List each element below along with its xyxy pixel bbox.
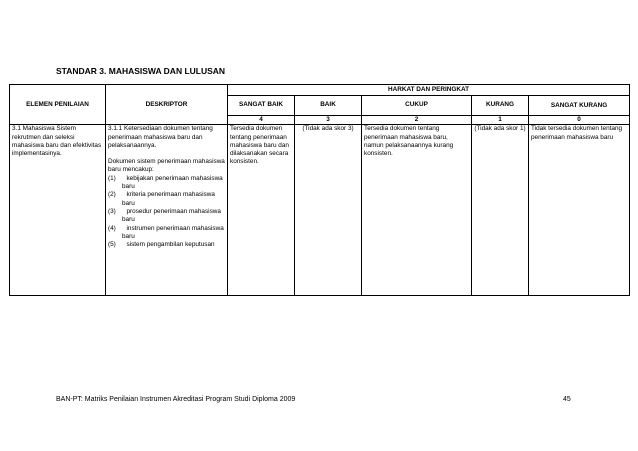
page-number: 45 (563, 396, 571, 403)
cell-kurang: (Tidak ada skor 1) (472, 125, 529, 296)
header-deskriptor: DESKRIPTOR (106, 85, 228, 125)
score-cukup: 2 (362, 116, 472, 125)
score-baik: 3 (295, 116, 362, 125)
header-cukup: CUKUP (362, 96, 472, 116)
standard-title: STANDAR 3. MAHASISWA DAN LULUSAN (56, 66, 226, 76)
header-sangat-baik: SANGAT BAIK (228, 96, 295, 116)
deskriptor-item: (4) instrumen penerimaan mahasiswa baru (108, 224, 224, 240)
header-baik: BAIK (295, 96, 362, 116)
header-elemen-penilaian: ELEMEN PENILAIAN (10, 85, 106, 125)
deskriptor-lead: Dokumen sistem penerimaan mahasiswa baru mencakup: (108, 158, 225, 174)
deskriptor-item: (2) kriteria penerimaan mahasiswa baru (108, 191, 215, 207)
score-kurang: 1 (472, 116, 529, 125)
header-sangat-kurang: SANGAT KURANG (529, 96, 630, 116)
cell-cukup: Tersedia dokumen tentang penerimaan mahasiswa baru, namun pelaksanaannya kurang konsisten. (362, 125, 472, 296)
header-kurang: KURANG (472, 96, 529, 116)
cell-baik: (Tidak ada skor 3) (295, 125, 362, 296)
deskriptor-intro: 3.1.1 Ketersediaan dokumen tentang penerimaan mahasiswa baru dan pelaksanaannya. (108, 125, 213, 149)
header-harkat-dan-peringkat: HARKAT DAN PERINGKAT (228, 85, 630, 96)
page-footer: BAN-PT: Matriks Penilaian Instrumen Akreditasi Program Studi Diploma 2009 (56, 396, 296, 403)
score-sangat-kurang: 0 (529, 116, 630, 125)
deskriptor-item: (5) sistem pengambilan keputusan (108, 241, 215, 249)
cell-sangat-baik: Tersedia dokumen tentang penerimaan mahasiswa baru dan dilaksanakan secara konsisten. (228, 125, 295, 296)
deskriptor-item: (1) kebijakan penerimaan mahasiswa baru (108, 174, 223, 191)
assessment-matrix-table (9, 84, 630, 296)
score-sangat-baik: 4 (228, 116, 295, 125)
deskriptor-item: (3) prosedur penerimaan mahasiswa baru (108, 207, 221, 224)
cell-deskriptor (106, 125, 228, 296)
cell-elemen: 3.1 Mahasiswa Sistem rekrutmen dan seleksi mahasiswa baru dan efektivitas implementasinya. (10, 125, 106, 296)
cell-sangat-kurang: Tidak tersedia dokumen tentang penerimaan mahasiswa baru (529, 125, 630, 296)
